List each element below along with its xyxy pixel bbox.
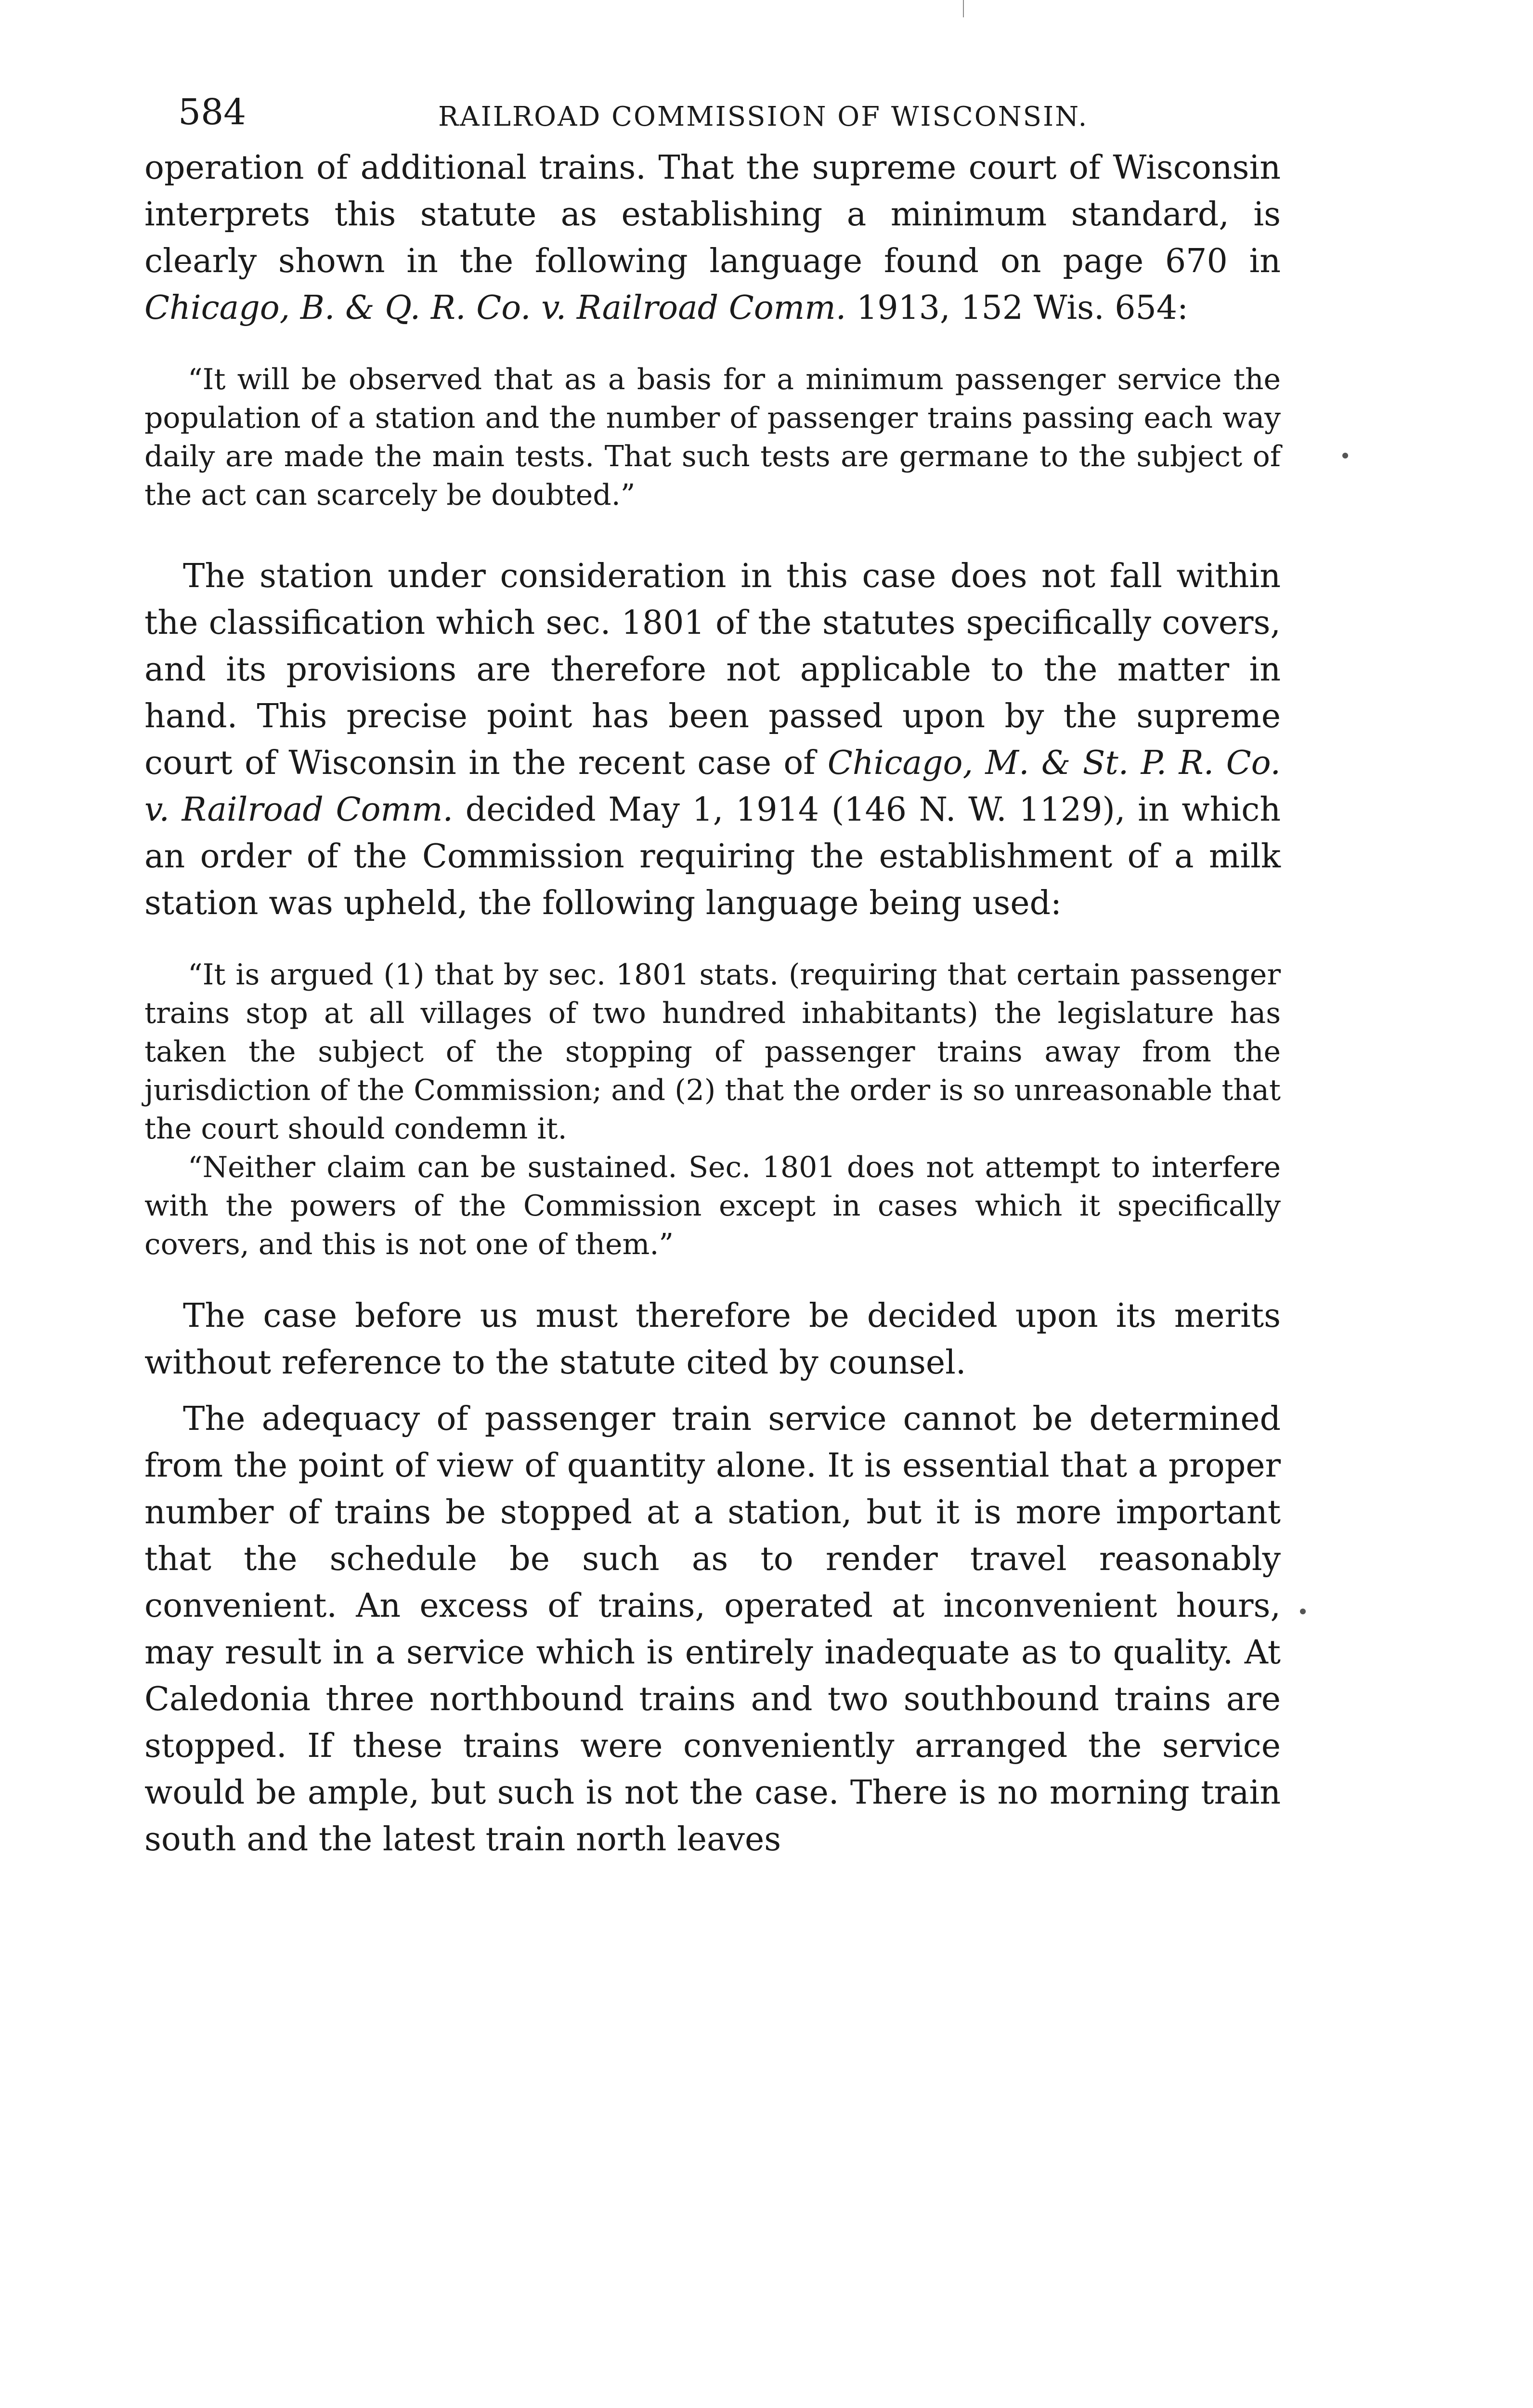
paragraph-4: The adequacy of passenger train service cannot be determined from the point of view of quantity alone. It is essential that a proper number of trains be stopped at a station, but it is more important that the schedule be such as to render travel reasonably convenient. An excess of trains, operated at inconvenient hours, may result in a service which is entirely inadequate as to quality. At Caledonia three northbound trains and two southbound trains are stopped. If these trains were conveniently arranged the service would be ample, but such is not the case. There is no morning train south and the latest train north leaves [144, 1400, 1281, 1858]
paragraph-1 [144, 144, 1281, 331]
block-quote-2: “It is argued (1) that by sec. 1801 stats. (requiring that certain passenger trains stop at all villages of two hundred inhabitants) the legislature has taken the subject of the stopping of passenger trains away from the jurisdiction of the Commission; and (2) that the order is so unreasonable that the court should condemn it. [144, 958, 1281, 1146]
block-quote-1: “It will be observed that as a basis for a minimum passenger service the population of a station and the number of passenger trains passing each way daily are made the main tests. That such tests are germane to the subject of the act can scarcely be doubted.” [144, 363, 1281, 512]
document-page [144, 82, 1281, 1863]
paragraph-2 [144, 553, 1281, 927]
paragraph-3: The case before us must therefore be decided upon its merits without reference to the statute cited by counsel. [144, 1297, 1281, 1382]
scan-tick-mark [963, 0, 964, 17]
case-citation-1: Chicago, B. & Q. R. Co. v. Railroad Comm. [144, 289, 846, 327]
scan-speck [1300, 1609, 1306, 1614]
running-head [144, 82, 1281, 144]
page-number: 584 [178, 92, 247, 133]
paragraph-1-text-a: operation of additional trains. That the supreme court of Wisconsin interprets this statute as establishing a minimum standard, is clearly shown in the following language found on page 670 in [144, 149, 1281, 280]
block-quote-3: “Neither claim can be sustained. Sec. 1801 does not attempt to interfere with the powers of the Commission except in cases which it specifically covers, and this is not one of them.” [144, 1151, 1281, 1261]
paragraph-2-text-a: The station under consideration in this case does not fall within the classification which sec. 1801 of the statutes specifically covers, and its provisions are therefore not applicable to the matter in hand. This precise point has been passed upon by the supreme court of Wisconsin in the recent case of [144, 557, 1281, 782]
case-citation-2: Chicago, M. & St. P. R. Co. v. Railroad Comm. [144, 744, 1281, 829]
scan-speck [1342, 453, 1348, 458]
paragraph-1-text-b: 1913, 152 Wis. 654: [846, 289, 1188, 327]
paragraph-2-text-b: decided May 1, 1914 (146 N. W. 1129), in which an order of the Commission requiring the establishment of a milk station was upheld, the following language being used: [144, 791, 1281, 922]
running-head-title: RAILROAD COMMISSION OF WISCONSIN. [438, 101, 1089, 132]
